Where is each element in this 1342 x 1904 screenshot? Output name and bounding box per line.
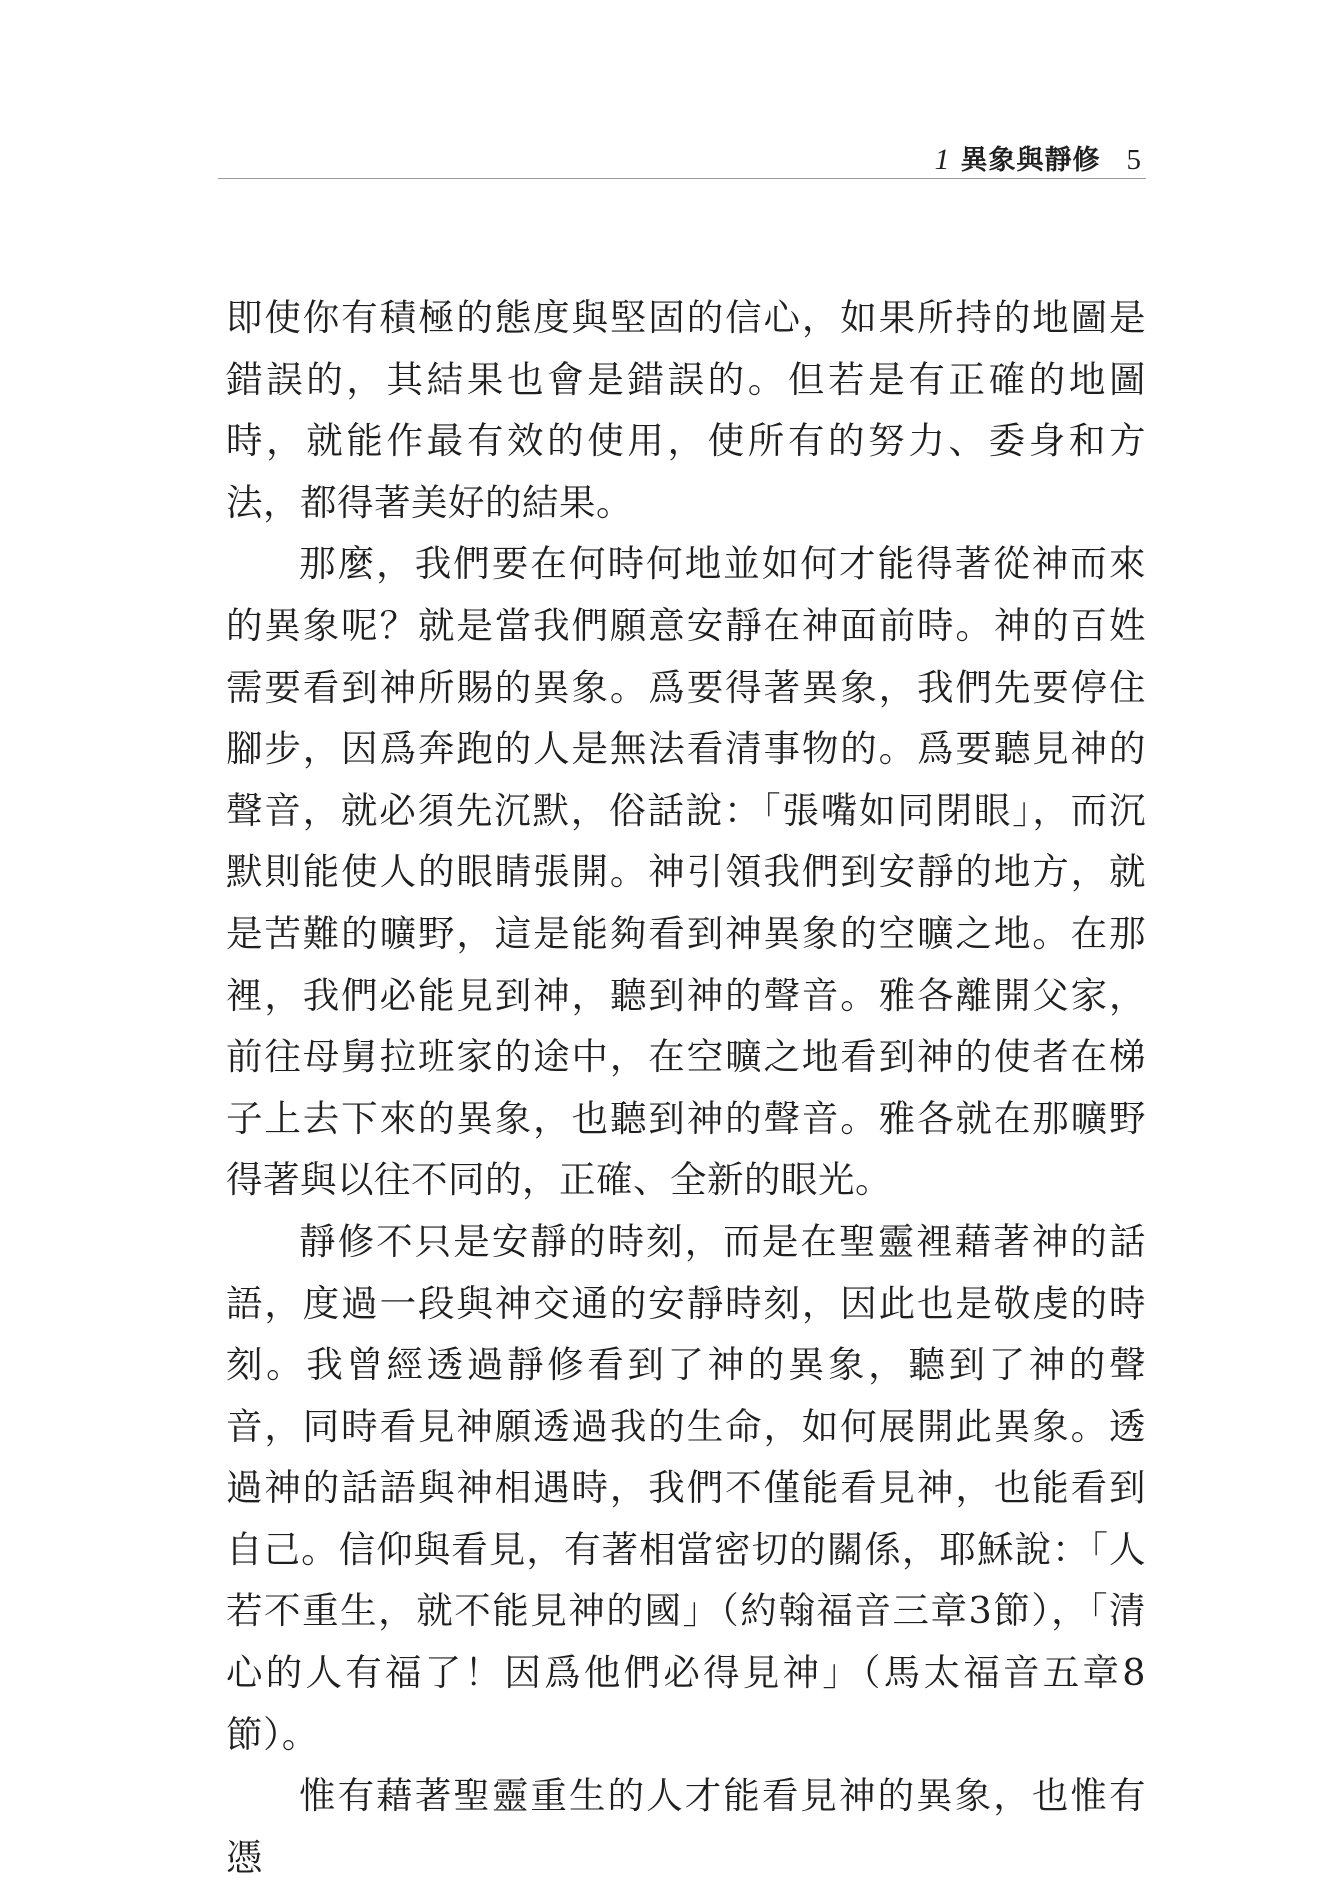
chapter-title: 異象與靜修 <box>960 145 1101 176</box>
page-number: 5 <box>1126 144 1142 176</box>
running-header <box>218 130 1146 179</box>
chapter-number: 1 <box>934 143 951 176</box>
paragraph-1: 即使你有積極的態度與堅固的信心，如果所持的地圖是錯誤的，其結果也會是錯誤的。但若是有正確的地圖時，就能作最有效的使用，使所有的努力、委身和方法，都得著美好的結果。 <box>226 296 1146 524</box>
paragraph-3: 靜修不只是安靜的時刻，而是在聖靈裡藉著神的話語，度過一段與神交通的安靜時刻，因此也是敬虔的時刻。我曾經透過靜修看到了神的異象，聽到了神的聲音，同時看見神願透過我的生命，如何展開此異象。透過神的話語與神相遇時，我們不僅能看見神，也能看到自己。信仰與看見，有著相當密切的關係，耶穌說：「人若不重生，就不能見神的國」（約翰福音三章3節），「清心的人有福了！因爲他們必得見神」（馬太福音五章8節）。 <box>226 1219 1146 1756</box>
paragraph-2: 那麼，我們要在何時何地並如何才能得著從神而來的異象呢？就是當我們願意安靜在神面前時。神的百姓需要看到神所賜的異象。爲要得著異象，我們先要停住腳步，因爲奔跑的人是無法看清事物的。爲要聽見神的聲音，就必須先沉默，俗話說：「張嘴如同閉眼」，而沉默則能使人的眼睛張開。神引領我們到安靜的地方，就是苦難的曠野，這是能夠看到神異象的空曠之地。在那裡，我們必能見到神，聽到神的聲音。雅各離開父家，前往母舅拉班家的途中，在空曠之地看到神的使者在梯子上去下來的異象，也聽到神的聲音。雅各就在那曠野得著與以往不同的，正確、全新的眼光。 <box>226 542 1146 1202</box>
paragraph-4: 惟有藉著聖靈重生的人才能看見神的異象，也惟有憑 <box>226 1774 1146 1879</box>
running-header-content <box>935 138 1143 177</box>
body-text <box>226 287 1146 1888</box>
